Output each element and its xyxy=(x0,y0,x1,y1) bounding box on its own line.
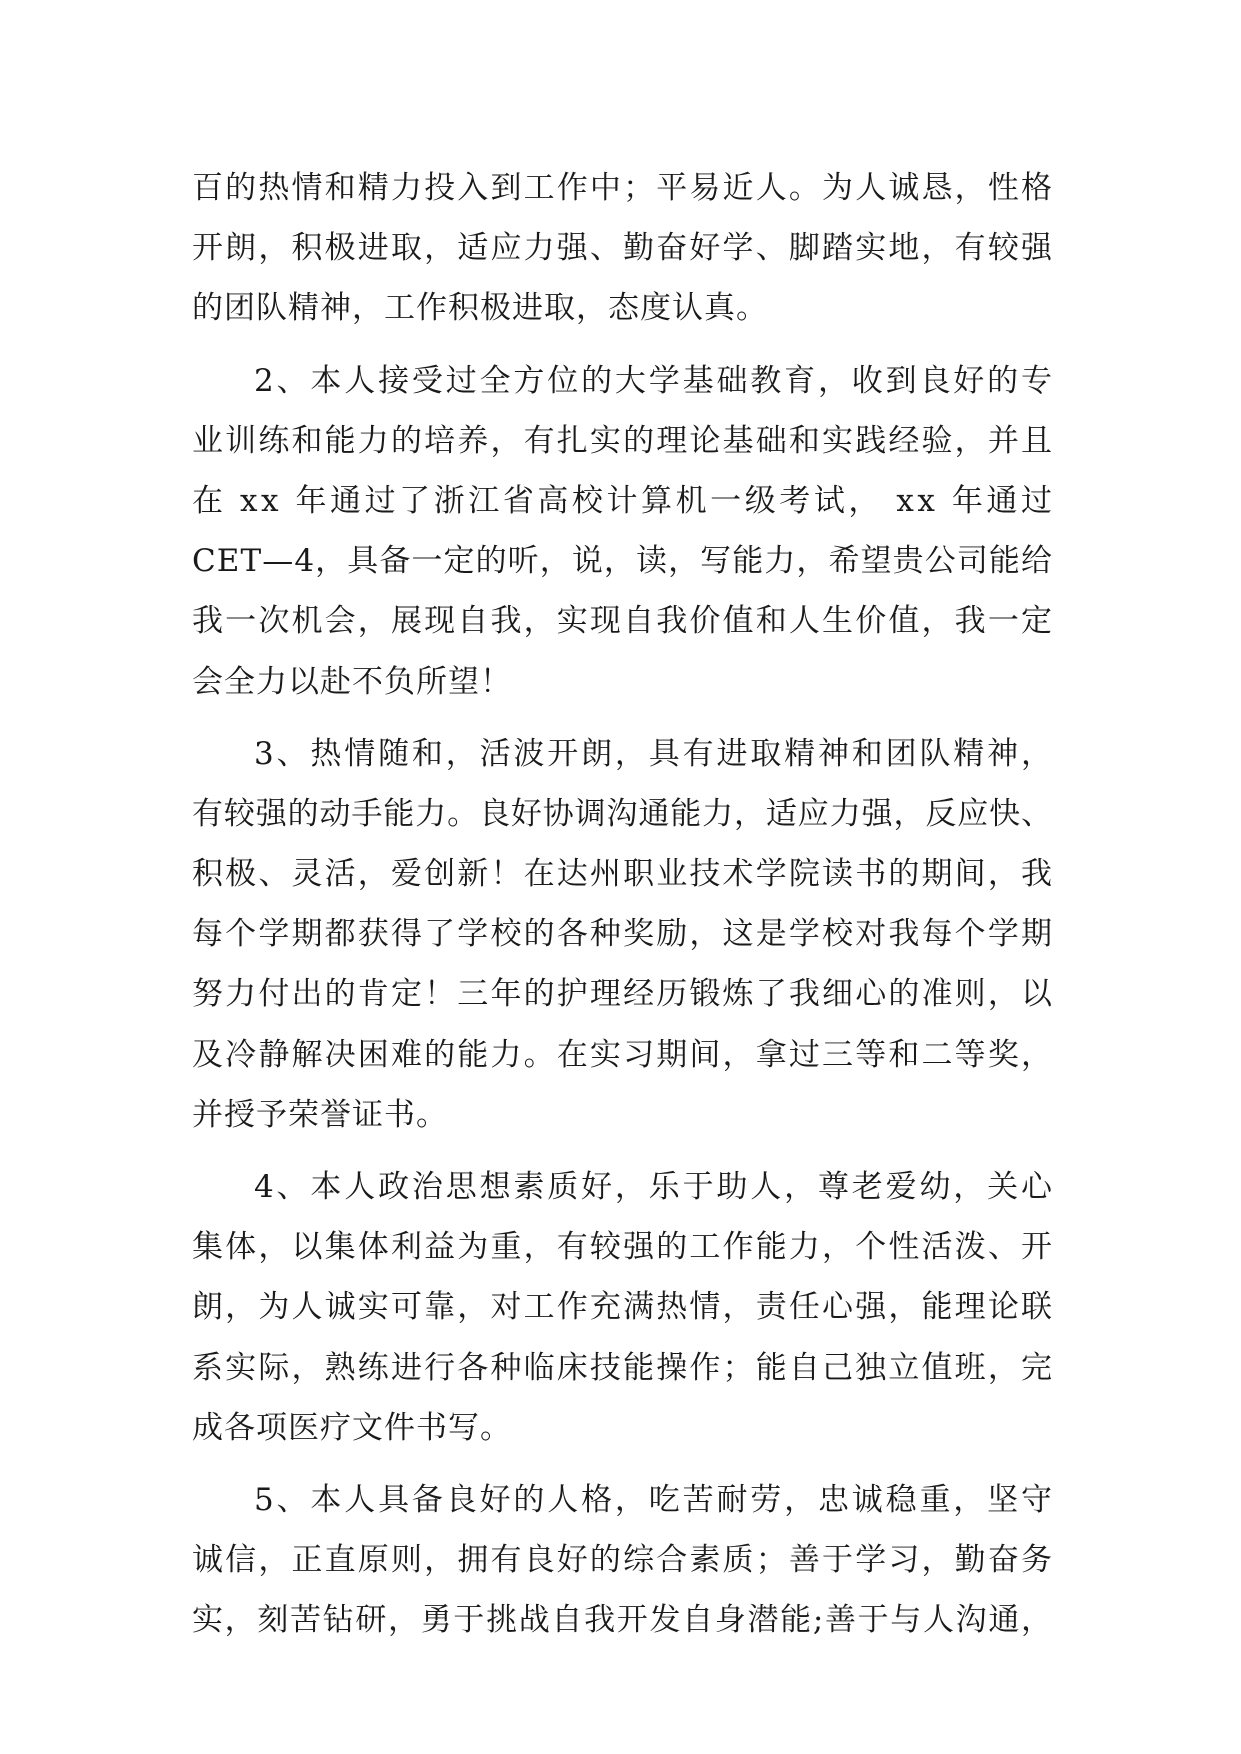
paragraph-2-line-2: 业训练和能力的培养，有扎实的理论基础和实践经验，并且 xyxy=(192,422,1055,459)
paragraph-3-line-2: 有较强的动手能力。良好协调沟通能力，适应力强，反应快、 xyxy=(192,795,1053,832)
paragraph-2-line-5: 我一次机会，展现自我，实现自我价值和人生价值，我一定 xyxy=(192,603,1055,640)
paragraph-3-line-1: 3、热情随和，活波开朗，具有进取精神和团队精神， xyxy=(254,735,1055,772)
paragraph-5-line-1: 5、本人具备良好的人格，吃苦耐劳，忠诚稳重，坚守 xyxy=(254,1481,1055,1518)
document-body xyxy=(192,158,1056,1651)
paragraph-5-line-3: 实，刻苦钻研，勇于挑战自我开发自身潜能;善于与人沟通， xyxy=(192,1602,1054,1639)
paragraph-2-line-6: 会全力以赴不负所望！ xyxy=(192,663,512,700)
paragraph-3-line-4: 每个学期都获得了学校的各种奖励，这是学校对我每个学期 xyxy=(192,916,1055,953)
paragraph-2-line-1: 2、本人接受过全方位的大学基础教育，收到良好的专 xyxy=(254,362,1055,399)
paragraph-4-line-1: 4、本人政治思想素质好，乐于助人，尊老爱幼，关心 xyxy=(254,1169,1055,1205)
paragraph-2-line-3: 在 xx 年通过了浙江省高校计算机一级考试， xx 年通过 xyxy=(192,482,1056,519)
paragraph-4-line-4: 系实际，熟练进行各种临床技能操作；能自己独立值班，完 xyxy=(192,1349,1055,1386)
paragraph-1-line-1: 百的热情和精力投入到工作中；平易近人。为人诚恳，性格 xyxy=(192,170,1055,206)
paragraph-3-line-6: 及冷静解决困难的能力。在实习期间，拿过三等和二等奖， xyxy=(192,1036,1055,1073)
paragraph-3-line-5: 努力付出的肯定！三年的护理经历锻炼了我细心的准则，以 xyxy=(192,976,1055,1013)
paragraph-1-line-3: 的团队精神，工作积极进取，态度认真。 xyxy=(192,290,768,327)
paragraph-4-line-3: 朗，为人诚实可靠，对工作充满热情，责任心强，能理论联 xyxy=(192,1289,1055,1326)
paragraph-3-line-7: 并授予荣誉证书。 xyxy=(192,1096,448,1133)
paragraph-4-line-5: 成各项医疗文件书写。 xyxy=(192,1409,512,1446)
paragraph-5-line-2: 诚信，正直原则，拥有良好的综合素质；善于学习，勤奋务 xyxy=(192,1542,1055,1579)
paragraph-2-line-4: CET—4，具备一定的听，说，读，写能力，希望贵公司能给 xyxy=(192,543,1054,580)
paragraph-1-line-2: 开朗，积极进取，适应力强、勤奋好学、脚踏实地，有较强 xyxy=(192,230,1055,267)
paragraph-4-line-2: 集体，以集体利益为重，有较强的工作能力，个性活泼、开 xyxy=(192,1229,1055,1266)
paragraph-3-line-3: 积极、灵活，爱创新！在达州职业技术学院读书的期间，我 xyxy=(192,856,1055,893)
